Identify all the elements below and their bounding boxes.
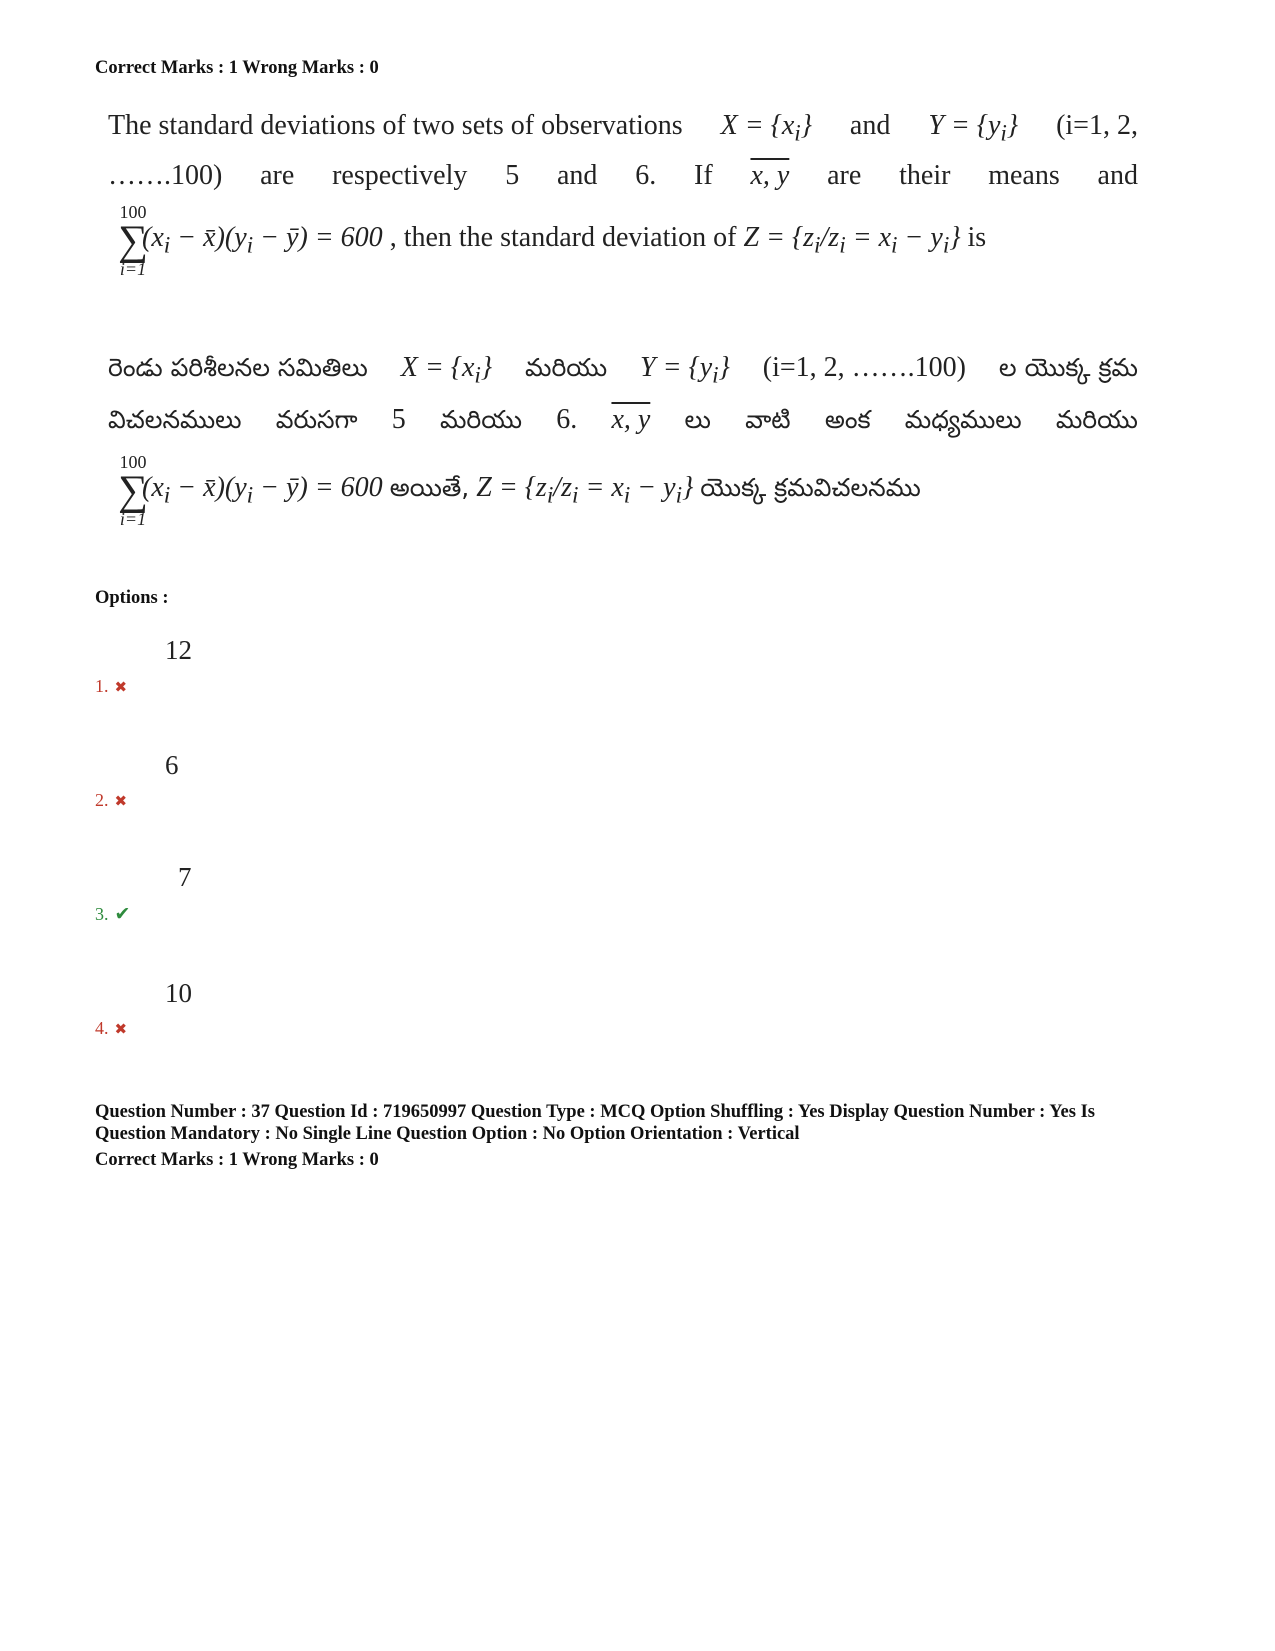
- word: are: [827, 160, 862, 191]
- telugu-word: మరియు: [525, 353, 608, 382]
- cross-icon: ✖: [114, 1022, 128, 1038]
- summation-symbol: 100 ∑ i=1: [118, 452, 148, 529]
- question-metadata-line1: Question Number : 37 Question Id : 719650997 Question Type : MCQ Option Shuffling : Yes Display Question Number : Yes Is: [95, 1102, 1095, 1122]
- telugu-text: ల యొక్క క్రమ: [998, 353, 1138, 382]
- range-text: (i=1, 2, …….100): [762, 352, 966, 383]
- marks-header: Correct Marks : 1 Wrong Marks : 0: [95, 58, 379, 78]
- question-telugu: [108, 352, 1138, 532]
- option-2-value: 6: [165, 750, 179, 780]
- telugu-word: విచలనములు: [108, 405, 242, 434]
- math-set-y: $Y = \{y_i\}$: [928, 110, 1019, 147]
- telugu-text: యొక్క క్రమవిచలనము: [700, 473, 921, 502]
- telugu-word: మరియు: [1055, 405, 1138, 434]
- question-text: , then the standard deviation of: [389, 222, 737, 253]
- question-text: The standard deviations of two sets of observations: [108, 110, 683, 141]
- telugu-word: అయితే,: [389, 473, 470, 502]
- range-text: (i=1, 2,: [1056, 110, 1138, 141]
- telugu-word: మరియు: [439, 405, 523, 434]
- option-2-number: 2. ✖: [95, 790, 128, 810]
- word: and: [1097, 160, 1138, 191]
- sum-expression: ($x_i$ − $x̄)(y_i$ − ȳ) = 600: [142, 472, 383, 509]
- means-xy: x, y: [750, 160, 790, 191]
- word: 5: [505, 160, 520, 191]
- option-3-number: 3. ✔: [95, 904, 131, 925]
- word: 6.: [635, 160, 657, 191]
- summation-symbol: 100 ∑ i=1: [118, 202, 148, 279]
- word: 6.: [556, 404, 578, 435]
- option-3-value: 7: [178, 862, 192, 892]
- question-english: [108, 110, 1138, 290]
- marks-footer: Correct Marks : 1 Wrong Marks : 0: [95, 1150, 379, 1170]
- check-icon: ✔: [114, 904, 131, 925]
- word: is: [967, 222, 987, 253]
- word: their: [899, 160, 951, 191]
- option-4-number: 4. ✖: [95, 1018, 128, 1038]
- word: are: [260, 160, 295, 191]
- word: …….100): [108, 160, 223, 191]
- telugu-text: రెండు పరిశీలనల సమితిలు: [108, 353, 368, 382]
- cross-icon: ✖: [114, 794, 128, 810]
- word: means: [988, 160, 1060, 191]
- sum-expression: ($x_i$ − $x̄)(y_i$ − ȳ) = 600: [142, 222, 383, 259]
- math-set-z: $Z = \{z_i/z_i = x_i - y_i\}$: [743, 222, 961, 259]
- word: If: [694, 160, 713, 191]
- math-set-x: $X = \{x_i\}$: [720, 110, 812, 147]
- option-4-value: 10: [165, 978, 192, 1008]
- telugu-word: అంక: [824, 405, 871, 434]
- math-set-z: $Z = \{z_i/z_i = x_i - y_i\}$: [476, 472, 694, 509]
- option-1-value: 12: [165, 635, 192, 665]
- means-xy: x, y: [611, 404, 651, 435]
- cross-icon: ✖: [114, 680, 128, 696]
- question-metadata-line2: Question Mandatory : No Single Line Question Option : No Option Orientation : Vertical: [95, 1124, 800, 1144]
- word: and: [556, 160, 598, 191]
- options-label: Options :: [95, 588, 169, 608]
- telugu-word: వరుసగా: [275, 405, 358, 434]
- math-set-x: $X = \{x_i\}$: [400, 352, 493, 389]
- telugu-word: లు: [684, 405, 711, 434]
- telugu-word: వాటి: [745, 405, 791, 434]
- word: 5: [391, 404, 406, 435]
- math-set-y: $Y = \{y_i\}$: [640, 352, 730, 389]
- telugu-word: మధ్యములు: [904, 405, 1022, 434]
- option-1-number: 1. ✖: [95, 676, 128, 696]
- word: respectively: [332, 160, 468, 191]
- word: and: [849, 110, 891, 141]
